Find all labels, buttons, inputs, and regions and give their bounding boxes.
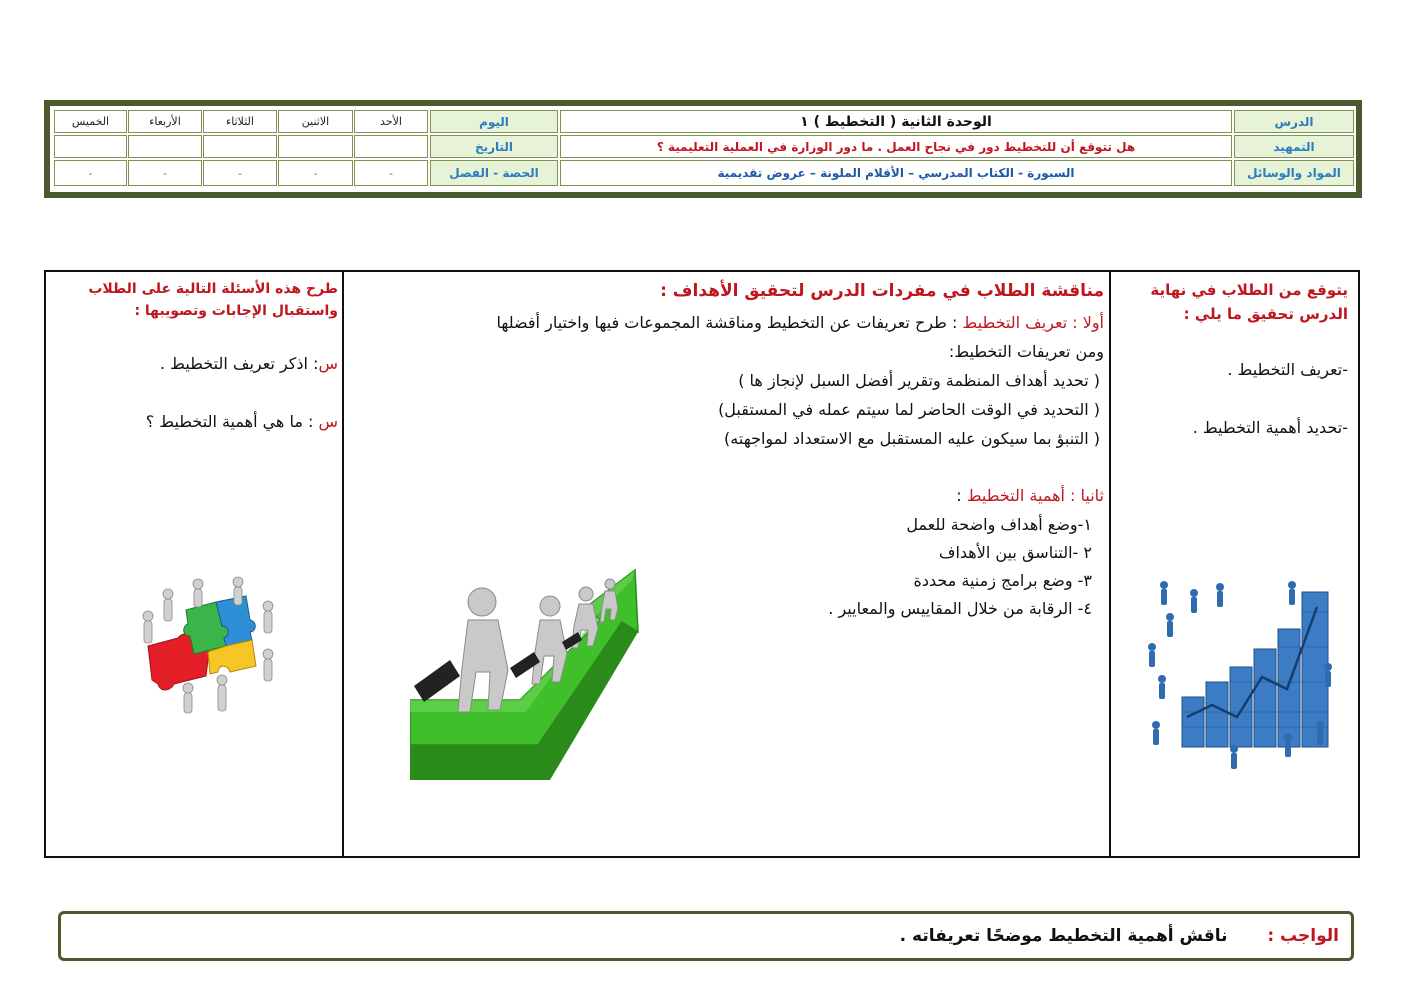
- period-label: الحصة - الفصل: [430, 160, 558, 186]
- lesson-value: الوحدة الثانية ( التخطيط ) ١: [560, 110, 1232, 133]
- second-colon: :: [956, 486, 967, 505]
- lesson-label: الدرس: [1234, 110, 1354, 133]
- importance-heading-line: [352, 481, 1104, 510]
- growth-arrow-team-image: [410, 550, 658, 780]
- column-divider: [342, 272, 344, 856]
- question-label: س: [318, 354, 338, 373]
- first-text: : طرح تعريفات عن التخطيط ومناقشة المجموعات فيها واختيار أفضلها: [496, 313, 963, 332]
- day-wednesday: الأربعاء: [128, 110, 202, 133]
- period-cell-sunday: -: [354, 160, 428, 186]
- objective-item: -تعريف التخطيط .: [1227, 360, 1348, 379]
- definition-item: ( تحديد أهداف المنظمة وتقرير أفضل السبل لإنجاز ها ): [738, 371, 1100, 390]
- discussion-title: مناقشة الطلاب في مفردات الدرس لتحقيق الأهداف :: [660, 281, 1104, 301]
- question-text: : اذكر تعريف التخطيط .: [160, 354, 319, 373]
- lesson-header-grid: [50, 106, 1356, 192]
- first-definition-line: [352, 308, 1104, 337]
- question-item: [52, 354, 338, 373]
- definitions-intro: ومن تعريفات التخطيط:: [948, 342, 1104, 361]
- lesson-body-table: [44, 270, 1360, 858]
- importance-item: ٤- الرقابة من خلال المقاييس والمعايير .: [828, 599, 1092, 618]
- materials-label: المواد والوسائل: [1234, 160, 1354, 186]
- date-cell-tuesday: [203, 135, 277, 158]
- homework-label: الواجب :: [1267, 926, 1339, 946]
- date-cell-sunday: [354, 135, 428, 158]
- homework-box: [58, 911, 1354, 961]
- definition-item: ( التحديد في الوقت الحاضر لما سيتم عمله في المستقبل): [718, 400, 1100, 419]
- objectives-title: يتوقع من الطلاب في نهاية الدرس تحقيق ما يلي :: [1150, 281, 1348, 323]
- question-label: س: [318, 412, 338, 431]
- intro-value: هل تتوقع أن للتخطيط دور في نجاح العمل . ما دور الوزارة في العملية التعليمية ؟: [560, 135, 1232, 158]
- day-thursday: الخميس: [54, 110, 127, 133]
- day-monday: الاثنين: [278, 110, 353, 133]
- business-growth-chart-image: [1142, 567, 1342, 777]
- importance-item: ١-وضع أهداف واضحة للعمل: [906, 515, 1092, 534]
- day-sunday: الأحد: [354, 110, 428, 133]
- date-cell-thursday: [54, 135, 127, 158]
- second-heading: ثانيا : أهمية التخطيط: [966, 486, 1104, 505]
- question-item: [52, 412, 338, 431]
- period-cell-wednesday: -: [128, 160, 202, 186]
- date-cell-wednesday: [128, 135, 202, 158]
- period-cell-monday: -: [278, 160, 353, 186]
- period-cell-thursday: -: [54, 160, 127, 186]
- materials-value: السبورة - الكتاب المدرسي – الأقلام الملونة – عروض تقديمية: [560, 160, 1232, 186]
- column-divider: [1109, 272, 1111, 856]
- definition-item: ( التنبؤ بما سيكون عليه المستقبل مع الاستعداد لمواجهته): [724, 429, 1100, 448]
- intro-label: التمهيد: [1234, 135, 1354, 158]
- date-label: التاريخ: [430, 135, 558, 158]
- first-heading: أولا : تعريف التخطيط: [962, 313, 1104, 332]
- day-tuesday: الثلاثاء: [203, 110, 277, 133]
- puzzle-teamwork-image: [138, 576, 278, 716]
- importance-item: ٢ -التناسق بين الأهداف: [938, 543, 1092, 562]
- day-label: اليوم: [430, 110, 558, 133]
- questions-title: طرح هذه الأسئلة التالية على الطلاب واستقبال الإجابات وتصويبها :: [88, 281, 338, 319]
- homework-line: [900, 926, 1339, 946]
- date-cell-monday: [278, 135, 353, 158]
- homework-text: ناقش أهمية التخطيط موضحًا تعريفاته .: [899, 926, 1228, 946]
- period-cell-tuesday: -: [203, 160, 277, 186]
- question-text: : ما هي أهمية التخطيط ؟: [145, 412, 319, 431]
- objective-item: -تحديد أهمية التخطيط .: [1192, 418, 1348, 437]
- lesson-header-table: [44, 100, 1362, 198]
- importance-item: ٣- وضع برامج زمنية محددة: [913, 571, 1092, 590]
